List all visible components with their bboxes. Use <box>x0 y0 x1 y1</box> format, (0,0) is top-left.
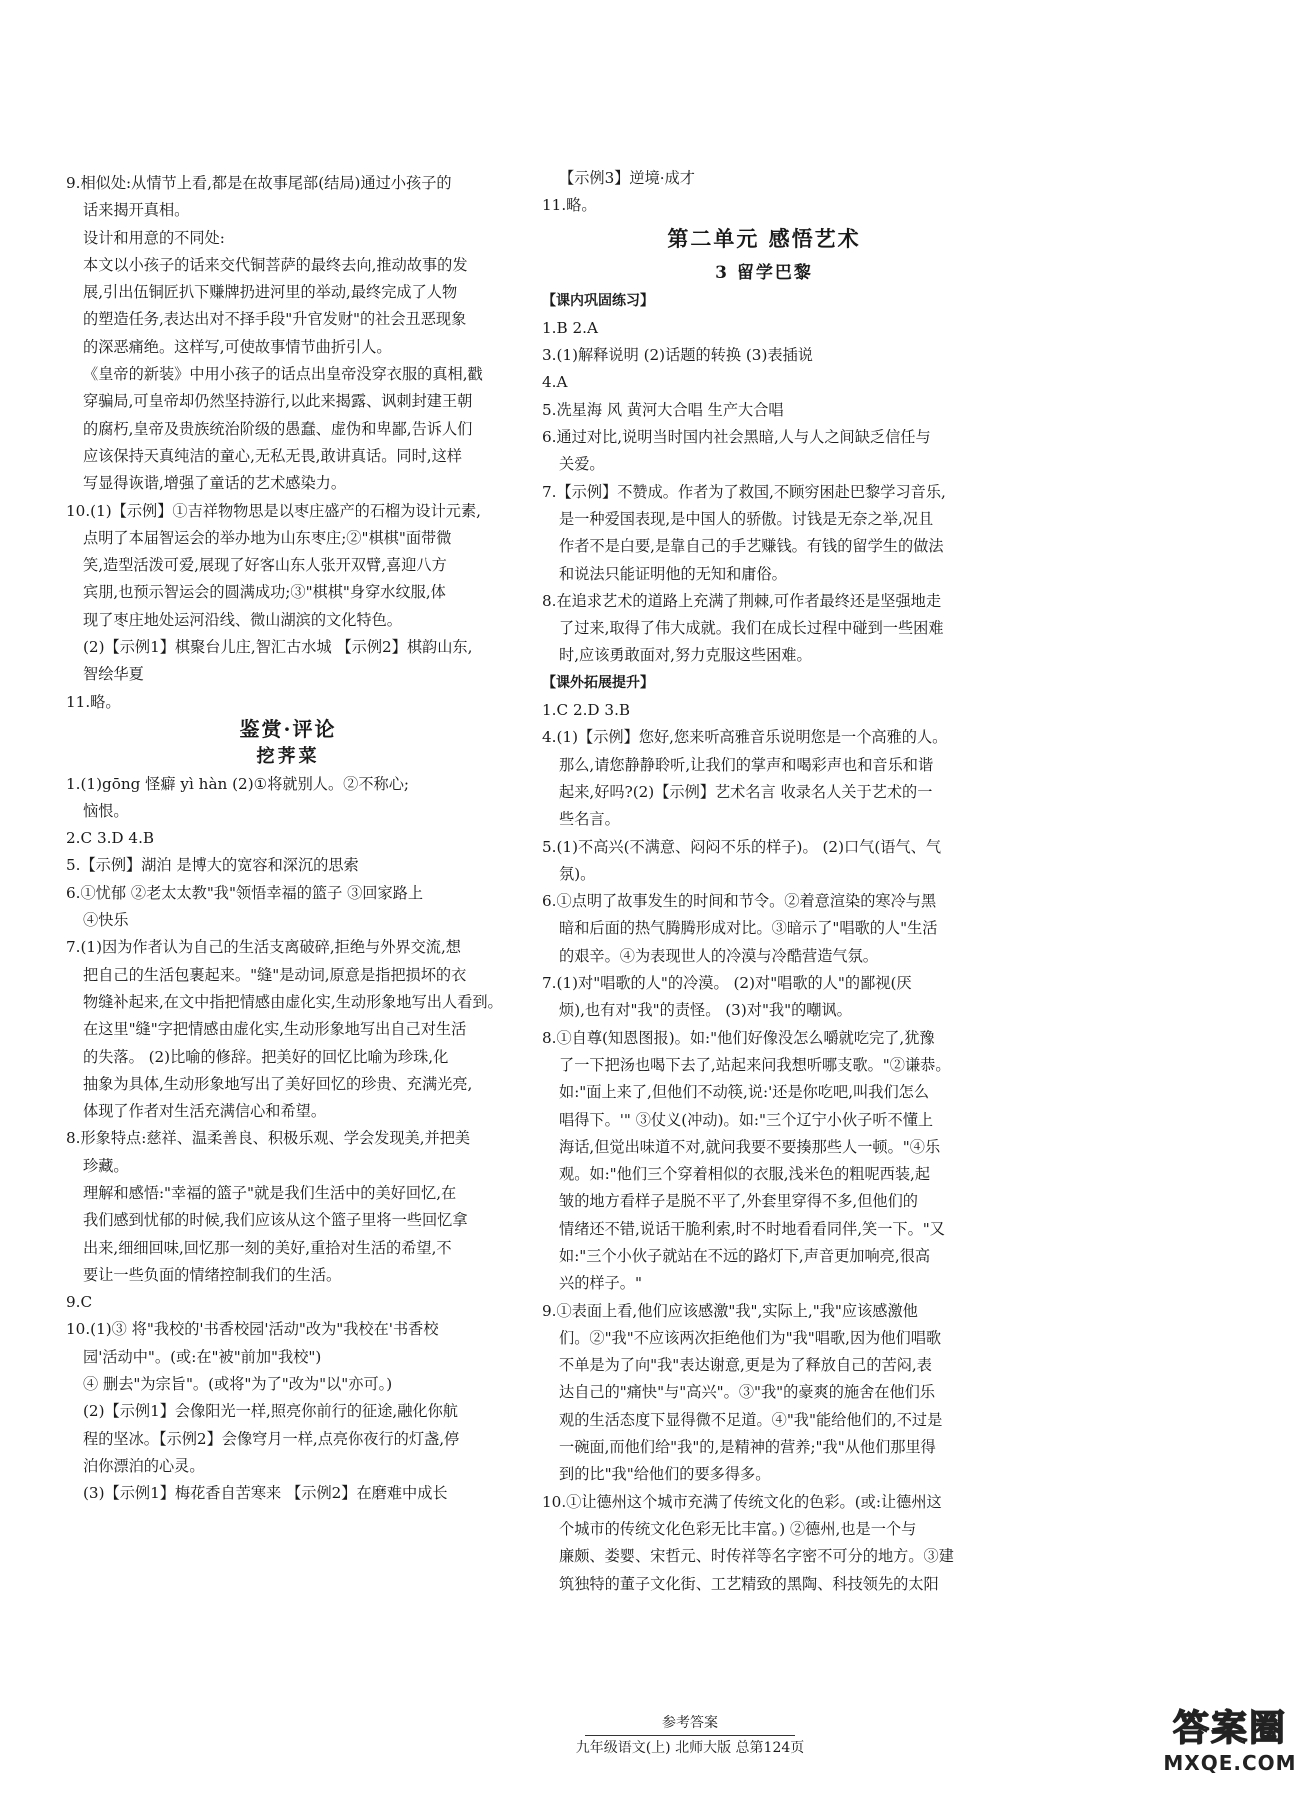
answer-line: 1.B 2.A <box>542 318 598 337</box>
answer-line: 11.略。 <box>542 196 597 215</box>
answer-line: 兴的样子。" <box>559 1274 642 1293</box>
watermark-logo: 答案圈 <box>1172 1708 1287 1749</box>
answer-line: 起来,好吗?(2)【示例】艺术名言 收录名人关于艺术的一 <box>559 782 933 801</box>
answer-line: 了一下把汤也喝下去了,站起来问我想听哪支歌。"②谦恭。 <box>559 1055 951 1074</box>
answer-line: 2.C 3.D 4.B <box>66 829 155 848</box>
lesson-title: 3 留学巴黎 <box>715 262 813 283</box>
answer-line: 达自己的"痛快"与"高兴"。③"我"的豪爽的施舍在他们乐 <box>559 1383 936 1402</box>
answer-line: 展,引出伍铜匠扒下赚牌扔进河里的举动,最终完成了人物 <box>83 283 458 302</box>
answer-line: 把自己的生活包裹起来。"缝"是动词,原意是指把损坏的衣 <box>83 965 467 984</box>
answer-line: 我们感到忧郁的时候,我们应该从这个篮子里将一些回忆拿 <box>83 1211 468 1230</box>
answer-line: 程的坚冰。【示例2】会像穹月一样,点亮你夜行的灯盏,停 <box>83 1429 460 1448</box>
answer-line: 10.(1)③ 将"我校的'书香校园'活动"改为"我校在'书香校 <box>66 1320 439 1339</box>
answer-line: 10.①让德州这个城市充满了传统文化的色彩。(或:让德州这 <box>542 1492 942 1511</box>
answer-line: 宾朋,也预示智运会的圆满成功;③"棋棋"身穿水纹服,体 <box>83 583 446 602</box>
answer-line: 海话,但觉出味道不对,就问我要不要揍那些人一顿。"④乐 <box>559 1137 941 1156</box>
answer-line: 的深恶痛绝。这样写,可使故事情节曲折引人。 <box>83 337 392 356</box>
answer-line: 1.C 2.D 3.B <box>542 701 631 720</box>
answer-line: 情绪还不错,说话干脆利索,时不时地看看同伴,笑一下。"又 <box>559 1219 945 1238</box>
answer-line: 9.相似处:从情节上看,都是在故事尾部(结局)通过小孩子的 <box>66 174 452 192</box>
answer-line: 筑独特的董子文化街、工艺精致的黑陶、科技领先的太阳 <box>559 1574 939 1593</box>
answer-line: 穿骗局,可皇帝却仍然坚持游行,以此来揭露、讽刺封建王朝 <box>83 392 473 411</box>
site-watermark <box>1160 1707 1300 1787</box>
answer-line: 廉颇、娄婴、宋哲元、时传祥等名字密不可分的地方。③建 <box>559 1547 954 1566</box>
answer-line: 5.(1)不高兴(不满意、闷闷不乐的样子)。 (2)口气(语气、气 <box>542 837 942 856</box>
answer-line: ④快乐 <box>83 911 129 930</box>
exercise-band-heading: 【课外拓展提升】 <box>542 674 654 691</box>
answer-line: 的塑造任务,表达出对不择手段"升官发财"的社会丑恶现象 <box>83 310 467 329</box>
answer-line: 恼恨。 <box>83 801 129 820</box>
answer-line: 如:"面上来了,但他们不动筷,说:'还是你吃吧,叫我们怎么 <box>559 1083 930 1102</box>
exercise-band-heading: 【课内巩固练习】 <box>542 292 654 309</box>
answer-line: 们。②"我"不应该两次拒绝他们为"我"唱歌,因为他们唱歌 <box>559 1328 942 1347</box>
answer-line: 4.(1)【示例】您好,您来听高雅音乐说明您是一个高雅的人。 <box>542 728 948 747</box>
answer-line: 一碗面,而他们给"我"的,是精神的营养;"我"从他们那里得 <box>559 1438 936 1457</box>
answer-line: 在这里"缝"字把情感由虚化实,生动形象地写出自己对生活 <box>83 1020 467 1039</box>
answer-line: 要让一些负面的情绪控制我们的生活。 <box>83 1265 342 1284</box>
answer-line: 泊你漂泊的心灵。 <box>83 1456 205 1475</box>
answer-line: 10.(1)【示例】①吉祥物物思是以枣庄盛产的石榴为设计元素, <box>66 501 481 520</box>
answer-line: 和说法只能证明他的无知和庸俗。 <box>559 564 787 583</box>
answer-line: 7.(1)因为作者认为自己的生活支离破碎,拒绝与外界交流,想 <box>66 938 461 957</box>
answer-line: 点明了本届智运会的举办地为山东枣庄;②"棋棋"面带微 <box>83 528 452 547</box>
answer-line: 些名言。 <box>559 810 620 829</box>
answer-line: 8.形象特点:慈祥、温柔善良、积极乐观、学会发现美,并把美 <box>66 1129 471 1148</box>
unit-title: 第二单元 感悟艺术 <box>667 225 861 251</box>
answer-line: 不单是为了向"我"表达谢意,更是为了释放自己的苦闷,表 <box>559 1356 932 1375</box>
right-answer-column <box>542 165 986 1598</box>
answer-line: 了过来,取得了伟大成就。我们在成长过程中碰到一些困难 <box>559 619 944 638</box>
footer-page-info: 九年级语文(上) 北师大版 总第124页 <box>575 1740 805 1756</box>
answer-line: 9.①表面上看,他们应该感激"我",实际上,"我"应该感激他 <box>542 1301 918 1320</box>
answer-line: 关爱。 <box>559 455 605 474</box>
answer-line: 3.(1)解释说明 (2)话题的转换 (3)表插说 <box>542 346 813 365</box>
answer-line: 如:"三个小伙子就站在不远的路灯下,声音更加响亮,很高 <box>559 1246 931 1265</box>
answer-line: 话来揭开真相。 <box>83 201 190 220</box>
answer-line: 观的生活态度下显得微不足道。④"我"能给他们的,不过是 <box>559 1410 943 1429</box>
section-title: 鉴赏·评论 <box>239 716 337 741</box>
answer-line: 本文以小孩子的话来交代铜菩萨的最终去向,推动故事的发 <box>83 255 468 274</box>
answer-line: 的腐朽,皇帝及贵族统治阶级的愚蠢、虚伪和卑鄙,告诉人们 <box>83 419 473 438</box>
answer-line: (3)【示例1】梅花香自苦寒来 【示例2】在磨难中成长 <box>83 1484 448 1503</box>
answer-line: 智绘华夏 <box>83 665 144 684</box>
answer-line: 应该保持天真纯洁的童心,无私无畏,敢讲真话。同时,这样 <box>83 446 462 465</box>
answer-line: (2)【示例1】会像阳光一样,照亮你前行的征途,融化你航 <box>83 1402 458 1421</box>
answer-line: 1.(1)gōng 怪癖 yì hàn (2)①将就别人。②不称心; <box>66 774 410 793</box>
answer-line: 6.①点明了故事发生的时间和节令。②着意渲染的寒冷与黑 <box>542 892 937 911</box>
answer-line: 6.通过对比,说明当时国内社会黑暗,人与人之间缺乏信任与 <box>542 428 931 447</box>
answer-line: 5.冼星海 风 黄河大合唱 生产大合唱 <box>542 400 784 419</box>
answer-line: 珍藏。 <box>83 1156 129 1175</box>
answer-line: 设计和用意的不同处: <box>83 228 225 247</box>
answer-line: 出来,细细回味,回忆那一刻的美好,重拾对生活的希望,不 <box>83 1238 452 1257</box>
answer-line: 6.①忧郁 ②老太太教"我"领悟幸福的篮子 ③回家路上 <box>66 883 424 902</box>
footer-divider <box>585 1735 795 1736</box>
left-answer-column <box>66 170 510 1508</box>
answer-line: 暗和后面的热气腾腾形成对比。③暗示了"唱歌的人"生活 <box>559 919 938 938</box>
answer-line: 皱的地方看样子是脱不平了,外套里穿得不多,但他们的 <box>559 1192 918 1211</box>
answer-line: 理解和感悟:"幸福的篮子"就是我们生活中的美好回忆,在 <box>83 1183 457 1202</box>
answer-line: 体现了作者对生活充满信心和希望。 <box>83 1102 326 1121</box>
answer-line: 唱得下。'" ③仗义(冲动)。如:"三个辽宁小伙子听不懂上 <box>559 1110 934 1129</box>
answer-line: 抽象为具体,生动形象地写出了美好回忆的珍贵、充满光亮, <box>83 1074 473 1093</box>
answer-line: 5.【示例】湖泊 是博大的宽容和深沉的思索 <box>66 856 359 875</box>
answer-line: 11.略。 <box>66 692 121 711</box>
answer-line: 8.在追求艺术的道路上充满了荆棘,可作者最终还是坚强地走 <box>542 591 942 610</box>
watermark-url: MXQE.COM <box>1163 1751 1297 1775</box>
answer-line: 9.C <box>66 1293 93 1312</box>
answer-line: 到的比"我"给他们的要多得多。 <box>559 1465 771 1484</box>
answer-line: 那么,请您静静聆听,让我们的掌声和喝彩声也和音乐和谐 <box>559 755 934 774</box>
answer-line: 7.【示例】不赞成。作者为了救国,不顾穷困赴巴黎学习音乐, <box>542 482 946 501</box>
answer-line: 【示例3】逆境·成才 <box>559 169 695 187</box>
footer-label: 参考答案 <box>662 1715 718 1731</box>
answer-line: 作者不是白要,是靠自己的手艺赚钱。有钱的留学生的做法 <box>559 537 944 556</box>
answer-line: 氛)。 <box>559 864 596 883</box>
page-footer <box>430 1713 950 1758</box>
answer-line: 物缝补起来,在文中指把情感由虚化实,生动形象地写出人看到。 <box>83 992 503 1011</box>
answer-line: 8.①自尊(知恩图报)。如:"他们好像没怎么嚼就吃完了,犹豫 <box>542 1028 935 1047</box>
lesson-title: 挖荠菜 <box>256 746 320 768</box>
answer-line: ④ 删去"为宗旨"。(或将"为了"改为"以"亦可。) <box>83 1375 393 1394</box>
answer-line: 是一种爱国表现,是中国人的骄傲。讨钱是无奈之举,况且 <box>559 509 934 528</box>
answer-line: 个城市的传统文化色彩无比丰富。) ②德州,也是一个与 <box>559 1519 917 1538</box>
answer-line: 的失落。 (2)比喻的修辞。把美好的回忆比喻为珍珠,化 <box>83 1047 449 1066</box>
answer-line: 观。如:"他们三个穿着相似的衣服,浅米色的粗呢西装,起 <box>559 1165 931 1184</box>
answer-line: 园'活动中"。(或:在"被"前加"我校") <box>83 1347 322 1366</box>
answer-line: 时,应该勇敢面对,努力克服这些困难。 <box>559 646 812 665</box>
answer-line: 写显得诙谐,增强了童话的艺术感染力。 <box>83 474 347 493</box>
answer-line: 7.(1)对"唱歌的人"的冷漠。 (2)对"唱歌的人"的鄙视(厌 <box>542 974 912 993</box>
answer-line: 4.A <box>542 373 568 392</box>
answer-line: 现了枣庄地处运河沿线、微山湖滨的文化特色。 <box>83 610 402 629</box>
answer-line: 的艰辛。④为表现世人的冷漠与冷酷营造气氛。 <box>559 946 878 965</box>
answer-line: 烦),也有对"我"的责怪。 (3)对"我"的嘲讽。 <box>559 1001 852 1020</box>
answer-line: 笑,造型活泼可爱,展现了好客山东人张开双臂,喜迎八方 <box>83 556 447 575</box>
answer-line: 《皇帝的新装》中用小孩子的话点出皇帝没穿衣服的真相,戳 <box>83 365 483 384</box>
answer-line: (2)【示例1】棋聚台儿庄,智汇古水城 【示例2】棋韵山东, <box>83 638 473 657</box>
